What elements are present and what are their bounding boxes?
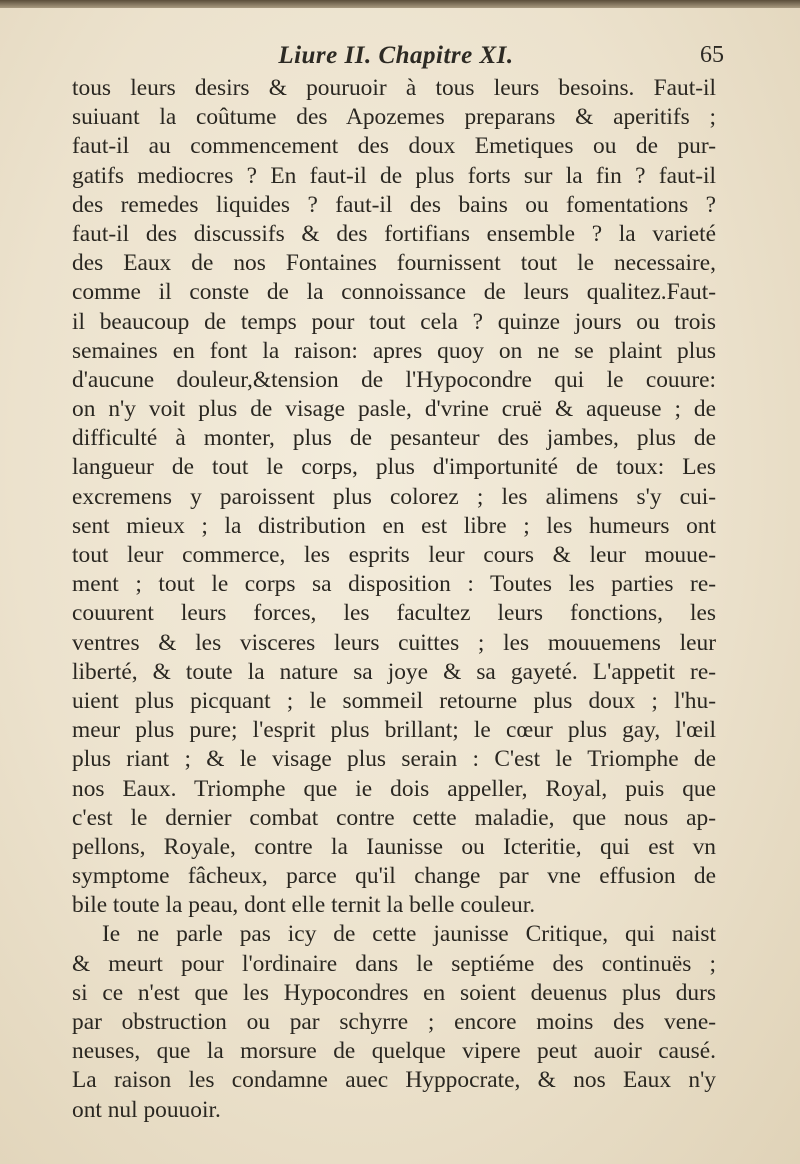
text-line: tout leur commerce, les esprits leur cours & leur mouue- (72, 542, 716, 568)
text-line: semaines en font la raison: apres quoy on ne se plaint plus (72, 337, 716, 364)
page-top-edge (0, 0, 800, 8)
text-line: nos Eaux. Triomphe que ie dois appeller, Royal, puis que (72, 775, 716, 802)
text-line: uient plus picquant ; le sommeil retourne plus doux ; l'hu- (72, 687, 716, 714)
text-line: liberté, & toute la nature sa joye & sa gayeté. L'appetit re- (72, 658, 716, 685)
text-line: comme il conste de la connoissance de leurs qualitez.Faut- (72, 279, 716, 306)
text-line: couurent leurs forces, les facultez leurs fonctions, les (72, 600, 716, 627)
text-line: plus riant ; & le visage plus serain : C'est le Triomphe de (72, 746, 716, 773)
text-line: si ce n'est que les Hypocondres en soient deuenus plus durs (72, 979, 716, 1006)
text-line: La raison les condamne auec Hyppocrate, & nos Eaux n'y (72, 1067, 716, 1094)
text-line: des remedes liquides ? faut-il des bains ou fomentations ? (72, 191, 716, 218)
page-number: 65 (700, 42, 724, 68)
text-line: on n'y voit plus de visage pasle, d'vrine cruë & aqueuse ; de (72, 396, 716, 423)
text-line: sent mieux ; la distribution en est libre ; les humeurs ont (72, 512, 716, 539)
text-line: tous leurs desirs & pouruoir à tous leurs besoins. Faut-il (72, 75, 716, 101)
text-line: excremens y paroissent plus colorez ; les alimens s'y cui- (72, 483, 716, 510)
text-line: par obstruction ou par schyrre ; encore moins des vene- (72, 1009, 716, 1035)
text-line: pellons, Royale, contre la Iaunisse ou Icteritie, qui est vn (72, 833, 716, 860)
text-line: ment ; tout le corps sa disposition : Toutes les parties re- (72, 571, 716, 598)
text-line: symptome fâcheux, parce qu'il change par vne effusion de (72, 863, 716, 890)
text-line: Ie ne parle pas icy de cette jaunisse Critique, qui naist (102, 921, 716, 948)
text-line: faut-il des discussifs & des fortifians ensemble ? la varieté (72, 220, 716, 247)
text-line: ont nul pouuoir. (72, 1096, 221, 1123)
text-line: bile toute la peau, dont elle ternit la belle couleur. (72, 892, 536, 919)
page-header (76, 42, 724, 72)
text-line: suiuant la coûtume des Apozemes preparans & aperitifs ; (72, 104, 716, 131)
text-line: il beaucoup de temps pour tout cela ? quinze jours ou trois (72, 308, 716, 335)
text-line: des Eaux de nos Fontaines fournissent tout le necessaire, (72, 250, 716, 277)
text-line: c'est le dernier combat contre cette maladie, que nous ap- (72, 804, 716, 831)
running-head: Liure II. Chapitre XI. (278, 42, 514, 69)
text-line: d'aucune douleur,&tension de l'Hypocondre qui le couure: (72, 366, 716, 393)
text-line: gatifs mediocres ? En faut-il de plus forts sur la fin ? faut-il (72, 162, 716, 189)
text-line: langueur de tout le corps, plus d'importunité de toux: Les (72, 454, 716, 481)
body-text (72, 74, 716, 1125)
text-line: faut-il au commencement des doux Emetiques ou de pur- (72, 133, 716, 160)
text-line: meur plus pure; l'esprit plus brillant; le cœur plus gay, l'œil (72, 717, 716, 744)
text-line: neuses, que la morsure de quelque vipere peut auoir causé. (72, 1038, 716, 1065)
text-line: & meurt pour l'ordinaire dans le septiéme des continuës ; (72, 950, 716, 977)
text-line: difficulté à monter, plus de pesanteur des jambes, plus de (72, 425, 716, 452)
text-line: ventres & les visceres leurs cuittes ; les mouuemens leur (72, 629, 716, 656)
